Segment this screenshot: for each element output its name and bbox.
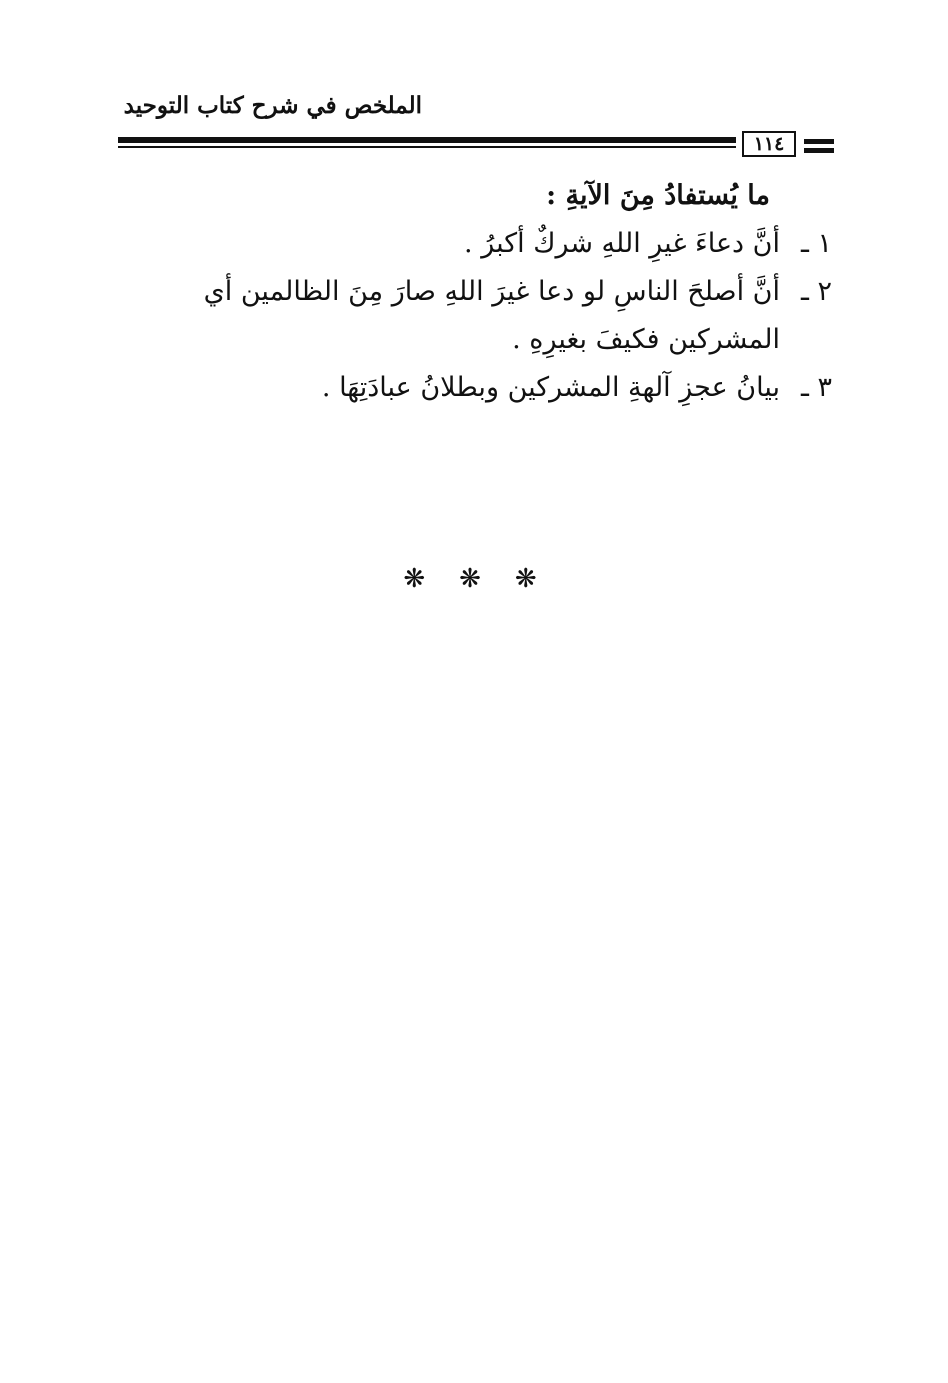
page-number: ١١٤	[742, 131, 796, 157]
section-separator-stars: ❋❋❋	[403, 564, 571, 594]
header-dash-mark	[804, 139, 834, 144]
benefit-number: ٢ ـ	[800, 276, 832, 307]
benefit-item	[104, 364, 832, 412]
main-text	[104, 172, 832, 412]
header-rule-thin	[118, 146, 736, 148]
benefit-text: أنَّ أصلحَ الناسِ لو دعا غيرَ اللهِ صارَ مِنَ الظالمين أي المشركين فكيفَ بغيرِهِ .	[203, 276, 780, 355]
benefit-number: ٣ ـ	[800, 372, 832, 403]
benefit-number: ١ ـ	[800, 228, 832, 259]
header-rule-thick	[118, 137, 736, 143]
benefit-text: بيانُ عجزِ آلهةِ المشركين وبطلانُ عبادَتِهَا .	[321, 372, 780, 403]
benefit-item	[104, 268, 832, 364]
benefit-item	[104, 220, 832, 268]
benefit-text: أنَّ دعاءَ غيرِ اللهِ شركٌ أكبرُ .	[464, 228, 780, 259]
running-title: الملخص في شرح كتاب التوحيد	[123, 92, 422, 119]
section-heading: ما يُستفادُ مِنَ الآيةِ :	[546, 180, 770, 211]
header-dash-mark	[804, 148, 834, 153]
